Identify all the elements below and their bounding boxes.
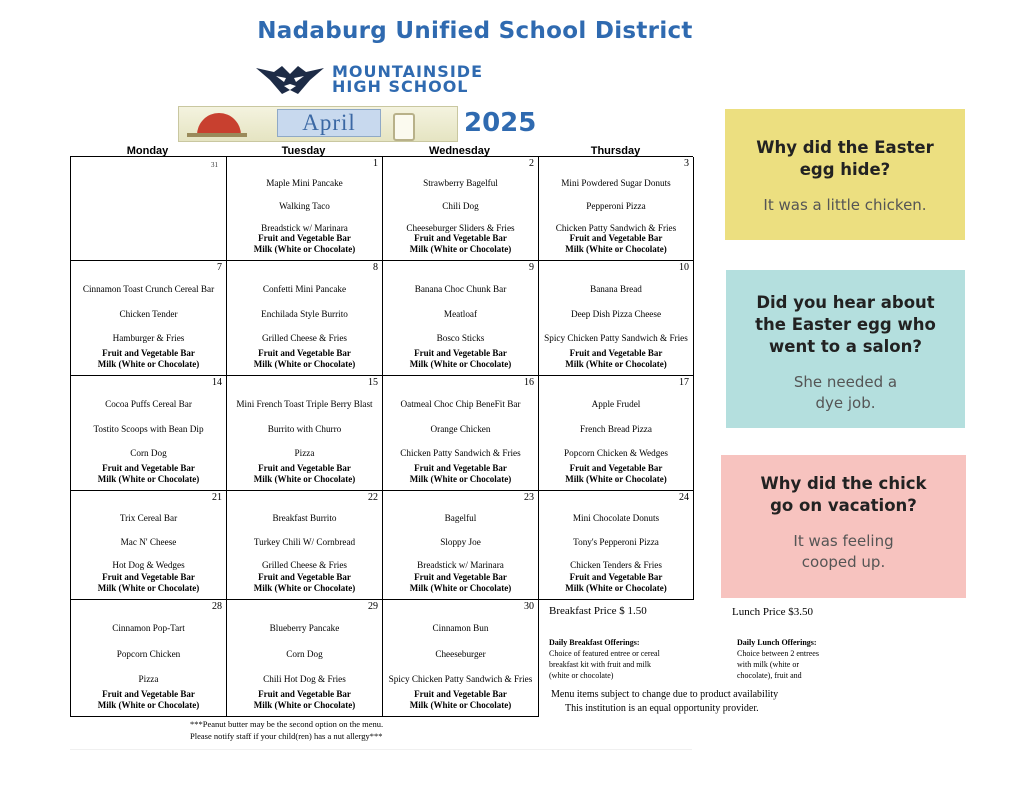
menu-item: Cinnamon Bun bbox=[432, 623, 489, 633]
joke-question-line: Did you hear about bbox=[756, 293, 935, 312]
day-cell bbox=[539, 157, 694, 261]
fruit-veg-milk-note bbox=[539, 572, 693, 594]
day-number: 8 bbox=[373, 262, 378, 273]
menu-item: Popcorn Chicken bbox=[116, 649, 181, 659]
lunch-price: Lunch Price $3.50 bbox=[732, 606, 813, 618]
menu-item: Breadstick w/ Marinara bbox=[417, 560, 504, 570]
menu-item: Banana Choc Chunk Bar bbox=[414, 284, 507, 294]
month-banner bbox=[178, 106, 458, 142]
menu-item: Chicken Patty Sandwich & Fries bbox=[555, 223, 677, 233]
hat-decoration-icon bbox=[197, 113, 241, 135]
joke-answer-line: It was a little chicken. bbox=[763, 196, 927, 214]
fruit-veg-milk-note bbox=[71, 572, 226, 594]
menu-item: Hot Dog & Wedges bbox=[112, 560, 185, 570]
menu-item: Banana Bread bbox=[590, 284, 642, 294]
menu-item: Meatloaf bbox=[443, 309, 478, 319]
allergy-note-line: ***Peanut butter may be the second option on the menu. bbox=[190, 719, 384, 729]
school-name-line1: MOUNTAINSIDE bbox=[332, 62, 483, 81]
fruit-veg-milk-note bbox=[71, 348, 226, 370]
day-number: 24 bbox=[679, 492, 689, 503]
breakfast-offerings-line: breakfast kit with fruit and milk bbox=[549, 660, 651, 669]
menu-item: Grilled Cheese & Fries bbox=[262, 560, 347, 570]
menu-item: Cinnamon Pop-Tart bbox=[112, 623, 185, 633]
day-number: 15 bbox=[368, 377, 378, 388]
menu-calendar bbox=[70, 156, 693, 717]
district-title: Nadaburg Unified School District bbox=[257, 18, 693, 44]
fruit-veg-line: Fruit and Vegetable Bar bbox=[414, 233, 507, 243]
day-number: 21 bbox=[212, 492, 222, 503]
milk-line: Milk (White or Chocolate) bbox=[97, 583, 200, 593]
day-header: Tuesday bbox=[281, 145, 326, 157]
fruit-veg-line: Fruit and Vegetable Bar bbox=[414, 348, 507, 358]
menu-item: Cocoa Puffs Cereal Bar bbox=[105, 399, 192, 409]
joke-answer-line: dye job. bbox=[815, 394, 876, 412]
joke-answer-line: She needed a bbox=[793, 373, 898, 391]
day-number: 9 bbox=[529, 262, 534, 273]
fruit-veg-line: Fruit and Vegetable Bar bbox=[102, 463, 195, 473]
fruit-veg-line: Fruit and Vegetable Bar bbox=[569, 233, 663, 243]
day-cell bbox=[539, 491, 694, 600]
fruit-veg-line: Fruit and Vegetable Bar bbox=[258, 233, 351, 243]
menu-item: Tostito Scoops with Bean Dip bbox=[93, 424, 204, 434]
fruit-veg-line: Fruit and Vegetable Bar bbox=[258, 689, 351, 699]
fruit-veg-line: Fruit and Vegetable Bar bbox=[102, 572, 195, 582]
fruit-veg-line: Fruit and Vegetable Bar bbox=[102, 348, 195, 358]
menu-item: Mini French Toast Triple Berry Blast bbox=[236, 399, 373, 409]
day-header: Thursday bbox=[590, 145, 641, 157]
menu-item: Spicy Chicken Patty Sandwich & Fries bbox=[388, 674, 533, 684]
menu-item: Deep Dish Pizza Cheese bbox=[570, 309, 662, 319]
lunch-offerings-line: chocolate), fruit and bbox=[737, 671, 802, 680]
joke-answer-line: cooped up. bbox=[801, 553, 886, 571]
day-number: 7 bbox=[217, 262, 222, 273]
day-cell bbox=[383, 600, 539, 717]
day-cell bbox=[383, 261, 539, 376]
day-cell bbox=[227, 157, 383, 261]
day-number: 30 bbox=[524, 601, 534, 612]
joke-question-line: the Easter egg who bbox=[755, 315, 936, 334]
fruit-veg-milk-note bbox=[71, 689, 226, 711]
menu-item: Bagelful bbox=[444, 513, 477, 523]
menu-item: Trix Cereal Bar bbox=[119, 513, 178, 523]
menu-item: Chili Dog bbox=[442, 201, 479, 211]
fruit-veg-milk-note bbox=[227, 233, 382, 255]
day-cell bbox=[383, 376, 539, 491]
day-number: 2 bbox=[529, 158, 534, 169]
menu-item: Cheeseburger Sliders & Fries bbox=[406, 223, 515, 233]
menu-item: Maple Mini Pancake bbox=[266, 178, 343, 188]
fruit-veg-milk-note bbox=[383, 689, 538, 711]
milk-line: Milk (White or Chocolate) bbox=[409, 359, 512, 369]
menu-item: Orange Chicken bbox=[430, 424, 491, 434]
fruit-veg-line: Fruit and Vegetable Bar bbox=[258, 572, 351, 582]
day-number: 17 bbox=[679, 377, 689, 388]
milk-line: Milk (White or Chocolate) bbox=[409, 700, 512, 710]
milk-line: Milk (White or Chocolate) bbox=[253, 474, 356, 484]
day-number: 29 bbox=[368, 601, 378, 612]
menu-item: Mini Chocolate Donuts bbox=[572, 513, 660, 523]
fruit-veg-line: Fruit and Vegetable Bar bbox=[102, 689, 195, 699]
milk-line: Milk (White or Chocolate) bbox=[565, 474, 667, 484]
fruit-veg-line: Fruit and Vegetable Bar bbox=[414, 689, 507, 699]
menu-item: Pizza bbox=[138, 674, 159, 684]
glass-decoration-icon bbox=[393, 113, 415, 141]
breakfast-offerings bbox=[549, 637, 660, 681]
menu-item: Popcorn Chicken & Wedges bbox=[564, 448, 668, 458]
day-number: 31 bbox=[211, 161, 218, 169]
menu-item: Chicken Patty Sandwich & Fries bbox=[400, 448, 521, 458]
fruit-veg-milk-note bbox=[383, 233, 538, 255]
fruit-veg-milk-note bbox=[539, 463, 693, 485]
joke-question bbox=[725, 109, 965, 181]
fruit-veg-line: Fruit and Vegetable Bar bbox=[414, 572, 507, 582]
fruit-veg-milk-note bbox=[539, 348, 693, 370]
easter-joke-card bbox=[725, 109, 965, 240]
menu-item: Chili Hot Dog & Fries bbox=[263, 674, 346, 684]
menu-item: Walking Taco bbox=[279, 201, 330, 211]
month-label: April bbox=[277, 109, 381, 137]
joke-question bbox=[721, 455, 966, 517]
day-cell bbox=[539, 261, 694, 376]
fruit-veg-milk-note bbox=[71, 463, 226, 485]
school-logo bbox=[254, 62, 586, 100]
day-number: 28 bbox=[212, 601, 222, 612]
milk-line: Milk (White or Chocolate) bbox=[253, 244, 356, 254]
menu-item: Confetti Mini Pancake bbox=[262, 284, 347, 294]
milk-line: Milk (White or Chocolate) bbox=[97, 700, 200, 710]
milk-line: Milk (White or Chocolate) bbox=[253, 583, 356, 593]
menu-item: Pepperoni Pizza bbox=[586, 201, 646, 211]
lunch-offerings-line: with milk (white or bbox=[737, 660, 799, 669]
day-cell bbox=[383, 491, 539, 600]
menu-item: Sloppy Joe bbox=[440, 537, 481, 547]
day-number: 14 bbox=[212, 377, 222, 388]
fruit-veg-line: Fruit and Vegetable Bar bbox=[258, 348, 351, 358]
joke-question-line: egg hide? bbox=[799, 160, 891, 179]
menu-item: French Bread Pizza bbox=[580, 424, 652, 434]
fruit-veg-line: Fruit and Vegetable Bar bbox=[569, 463, 663, 473]
menu-item: Corn Dog bbox=[286, 649, 323, 659]
fruit-veg-line: Fruit and Vegetable Bar bbox=[414, 463, 507, 473]
milk-line: Milk (White or Chocolate) bbox=[565, 244, 667, 254]
fruit-veg-milk-note bbox=[539, 233, 693, 255]
day-cell bbox=[71, 376, 227, 491]
fruit-veg-line: Fruit and Vegetable Bar bbox=[569, 572, 663, 582]
fruit-veg-milk-note bbox=[227, 689, 382, 711]
day-cell bbox=[383, 157, 539, 261]
menu-item: Blueberry Pancake bbox=[269, 623, 340, 633]
day-cell bbox=[71, 600, 227, 717]
joke-answer bbox=[721, 531, 966, 573]
fruit-veg-milk-note bbox=[227, 348, 382, 370]
menu-item: Bosco Sticks bbox=[436, 333, 485, 343]
wolf-mascot-icon bbox=[254, 64, 326, 96]
menu-item: Breadstick w/ Marinara bbox=[261, 223, 348, 233]
allergy-note bbox=[70, 718, 692, 750]
day-cell bbox=[71, 491, 227, 600]
lunch-offerings-line: Choice between 2 entrees bbox=[737, 649, 819, 658]
fruit-veg-milk-note bbox=[227, 572, 382, 594]
milk-line: Milk (White or Chocolate) bbox=[409, 583, 512, 593]
change-notice: Menu items subject to change due to product availability bbox=[551, 689, 779, 700]
lunch-offerings bbox=[737, 637, 819, 681]
menu-item: Cheeseburger bbox=[435, 649, 486, 659]
fruit-veg-line: Fruit and Vegetable Bar bbox=[258, 463, 351, 473]
menu-item: Chicken Tender bbox=[119, 309, 178, 319]
menu-item: Breakfast Burrito bbox=[272, 513, 337, 523]
menu-item: Chicken Tenders & Fries bbox=[570, 560, 662, 570]
menu-item: Mac N' Cheese bbox=[120, 537, 177, 547]
menu-item: Turkey Chili W/ Cornbread bbox=[253, 537, 356, 547]
fruit-veg-milk-note bbox=[227, 463, 382, 485]
milk-line: Milk (White or Chocolate) bbox=[253, 700, 356, 710]
allergy-note-line: Please notify staff if your child(ren) has a nut allergy*** bbox=[190, 731, 383, 741]
easter-joke-card bbox=[721, 455, 966, 598]
milk-line: Milk (White or Chocolate) bbox=[565, 359, 667, 369]
breakfast-offerings-line: (white or chocolate) bbox=[549, 671, 614, 680]
fruit-veg-milk-note bbox=[383, 348, 538, 370]
day-number: 23 bbox=[524, 492, 534, 503]
milk-line: Milk (White or Chocolate) bbox=[97, 359, 200, 369]
menu-item: Cinnamon Toast Crunch Cereal Bar bbox=[82, 284, 215, 294]
broom-decoration-icon bbox=[187, 133, 247, 137]
school-name-line2: HIGH SCHOOL bbox=[332, 77, 469, 96]
day-number: 16 bbox=[524, 377, 534, 388]
joke-question bbox=[726, 270, 965, 358]
menu-item: Hamburger & Fries bbox=[112, 333, 185, 343]
day-number: 1 bbox=[373, 158, 378, 169]
milk-line: Milk (White or Chocolate) bbox=[565, 583, 667, 593]
easter-joke-card bbox=[726, 270, 965, 428]
menu-item: Oatmeal Choc Chip BeneFit Bar bbox=[400, 399, 521, 409]
day-header: Monday bbox=[126, 145, 169, 157]
menu-item: Burrito with Churro bbox=[267, 424, 342, 434]
menu-item: Spicy Chicken Patty Sandwich & Fries bbox=[544, 333, 688, 343]
menu-item: Tony's Pepperoni Pizza bbox=[573, 537, 659, 547]
menu-item: Corn Dog bbox=[130, 448, 167, 458]
day-cell bbox=[227, 261, 383, 376]
breakfast-offerings-line: Choice of featured entree or cereal bbox=[549, 649, 660, 658]
milk-line: Milk (White or Chocolate) bbox=[409, 474, 512, 484]
breakfast-price: Breakfast Price $ 1.50 bbox=[549, 605, 647, 617]
menu-item: Enchilada Style Burrito bbox=[261, 309, 348, 319]
menu-item: Grilled Cheese & Fries bbox=[262, 333, 347, 343]
fruit-veg-line: Fruit and Vegetable Bar bbox=[569, 348, 663, 358]
year-label: 2025 bbox=[464, 108, 537, 138]
menu-item: Mini Powdered Sugar Donuts bbox=[561, 178, 671, 188]
breakfast-offerings-title: Daily Breakfast Offerings: bbox=[549, 638, 640, 647]
day-number: 22 bbox=[368, 492, 378, 503]
day-header: Wednesday bbox=[429, 145, 490, 157]
joke-question-line: Why did the Easter bbox=[756, 138, 934, 157]
day-cell bbox=[539, 376, 694, 491]
fruit-veg-milk-note bbox=[383, 572, 538, 594]
day-cell bbox=[227, 600, 383, 717]
day-cell bbox=[71, 261, 227, 376]
day-number: 10 bbox=[679, 262, 689, 273]
day-cell bbox=[71, 157, 227, 261]
menu-item: Apple Frudel bbox=[591, 399, 641, 409]
joke-answer-line: It was feeling bbox=[793, 532, 894, 550]
joke-answer bbox=[726, 372, 965, 414]
fruit-veg-milk-note bbox=[383, 463, 538, 485]
joke-answer bbox=[725, 195, 965, 216]
menu-item: Pizza bbox=[294, 448, 315, 458]
lunch-offerings-title: Daily Lunch Offerings: bbox=[737, 638, 817, 647]
day-number: 3 bbox=[684, 158, 689, 169]
day-cell bbox=[227, 376, 383, 491]
joke-question-line: go on vacation? bbox=[770, 496, 917, 515]
menu-item: Strawberry Bagelful bbox=[423, 178, 498, 188]
milk-line: Milk (White or Chocolate) bbox=[253, 359, 356, 369]
joke-question-line: went to a salon? bbox=[769, 337, 922, 356]
day-cell bbox=[227, 491, 383, 600]
joke-question-line: Why did the chick bbox=[760, 474, 927, 493]
equal-opportunity-statement: This institution is an equal opportunity provider. bbox=[565, 703, 759, 714]
milk-line: Milk (White or Chocolate) bbox=[409, 244, 512, 254]
milk-line: Milk (White or Chocolate) bbox=[97, 474, 200, 484]
